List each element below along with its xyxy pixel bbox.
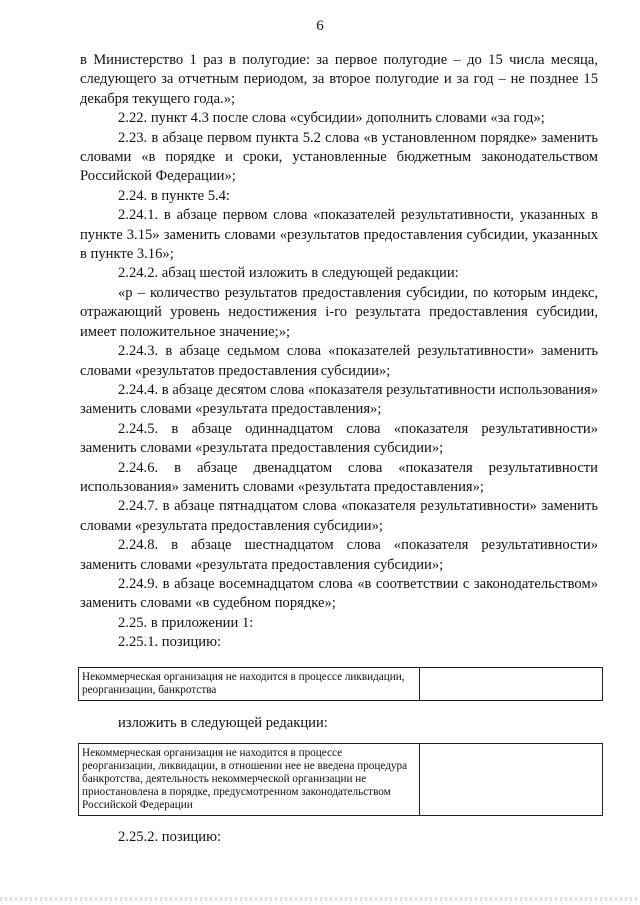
paragraph-2-24-7: 2.24.7. в абзаце пятнадцатом слова «показателя результативности» заменить словами «результата предоставления субсидии»; — [80, 498, 598, 534]
table-new-position — [78, 743, 603, 816]
table-old-position — [78, 667, 603, 701]
table-cell-text: Некоммерческая организация не находится в процессе ликвидации, реорганизации, банкротства — [79, 667, 420, 700]
page-number: 6 — [316, 18, 324, 34]
paragraph-2-24-3: 2.24.3. в абзаце седьмом слова «показателей результативности» заменить словами «результатов предоставления субсидии»; — [80, 343, 598, 379]
table-row — [79, 744, 603, 816]
paragraph-2-24: 2.24. в пункте 5.4: — [118, 187, 230, 204]
paragraph-2-24-5: 2.24.5. в абзаце одиннадцатом слова «показателя результативности» заменить словами «результата предоставления субсидии»; — [80, 420, 598, 457]
scan-edge-artifact — [0, 897, 640, 901]
paragraph-2-25-1: 2.25.1. позицию: — [118, 634, 222, 651]
paragraph-quote-p: «р – количество результатов предоставления субсидии, по которым индекс, отражающий уровень недостижения i-го результата предоставления субсидии, имеет положительное значение;»; — [80, 284, 598, 340]
table-cell-text: Некоммерческая организация не находится в процессе реорганизации, ликвидации, в отношении нее не введена процедура банкротства, деятельность некоммерческой организации не приостановлена в порядке, предусмотренном законодательством Российской Федерации — [79, 744, 420, 816]
paragraph-2-24-2: 2.24.2. абзац шестой изложить в следующей редакции: — [118, 265, 459, 282]
paragraph-2-24-4: 2.24.4. в абзаце десятом слова «показателя результативности использования» заменить словами «результата предоставления»; — [80, 381, 598, 418]
paragraph-2-23: 2.23. в абзаце первом пункта 5.2 слова «в установленном порядке» заменить словами «в порядке и сроки, установленные бюджетным законодательством Российской Федерации»; — [80, 129, 598, 185]
paragraph-2-24-8: 2.24.8. в абзаце шестнадцатом слова «показателя результативности» заменить словами «результата предоставления субсидии»; — [80, 537, 598, 573]
paragraph-2-25-2: 2.25.2. позицию: — [118, 829, 222, 845]
paragraph-2-25: 2.25. в приложении 1: — [118, 614, 254, 631]
paragraph-2-24-6: 2.24.6. в абзаце двенадцатом слова «показателя результативности использования» заменить словами «результата предоставления»; — [80, 459, 598, 495]
table-row — [79, 667, 603, 700]
paragraph-new-edition: изложить в следующей редакции: — [118, 714, 328, 731]
table-cell-empty — [420, 667, 603, 700]
paragraph-2-24-9: 2.24.9. в абзаце восемнадцатом слова «в соответствии с законодательством» заменить словами «в судебном порядке»; — [80, 575, 598, 612]
paragraph-2-22: 2.22. пункт 4.3 после слова «субсидии» дополнить словами «за год»; — [118, 110, 545, 127]
document-body — [80, 51, 598, 847]
paragraph-2-24-1: 2.24.1. в абзаце первом слова «показателей результативности, указанных в пункте 3.15» заменить словами «результатов предоставления субсидии, указанных в пункте 3.16»; — [80, 207, 598, 263]
table-cell-empty — [420, 744, 603, 816]
paragraph-continuation: в Министерство 1 раз в полугодие: за первое полугодие – до 15 числа месяца, следующего за отчетным периодом, за второе полугодие и за год – не позднее 15 декабря текущего года.»; — [80, 52, 598, 107]
